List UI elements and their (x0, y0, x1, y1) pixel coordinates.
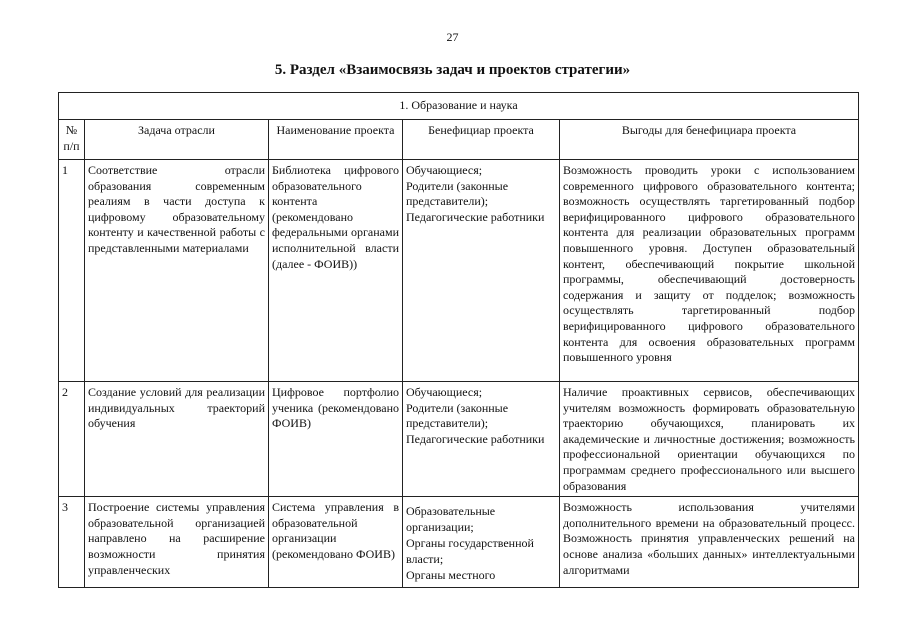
row-project: Система управления в образовательной организации (рекомендовано ФОИВ) (269, 497, 403, 588)
row-num: 3 (59, 497, 85, 588)
beneficiary: Обучающиеся; (406, 385, 483, 399)
table-row (59, 160, 859, 382)
row-num: 1 (59, 160, 85, 382)
beneficiary: Образовательные организации; (406, 504, 496, 535)
header-num: № п/п (59, 120, 85, 160)
header-project: Наименование проекта (269, 120, 403, 160)
beneficiary: Органы государственной власти; (406, 536, 534, 567)
beneficiary: Педагогические работники (406, 431, 545, 446)
row-beneficiaries (403, 382, 560, 497)
section-title: 5. Раздел «Взаимосвязь задач и проектов стратегии» (274, 62, 631, 78)
strategy-table (58, 92, 859, 588)
row-task: Построение системы управления образовательной организацией направлено на расширение возможности принятия управленческих (85, 497, 269, 588)
header-row (59, 120, 859, 160)
table-row (59, 497, 859, 588)
row-num: 2 (59, 382, 85, 497)
row-benefits: Наличие проактивных сервисов, обеспечивающих учителям возможность формировать образовательную траекторию обучающихся, планировать их академические и личностные достижения; возможность профессиональной ориентации обучающихся по программам среднего профессионального или высшего образования (560, 382, 859, 497)
row-task: Создание условий для реализации индивидуальных траекторий обучения (85, 382, 269, 497)
row-task: Соответствие отрасли образования современным реалиям в части доступа к цифровому образовательному контенту и качественной работы с представленными материалами (85, 160, 269, 382)
header-beneficiary: Бенефициар проекта (403, 120, 560, 160)
beneficiary: Обучающиеся; (406, 163, 483, 177)
row-project: Библиотека цифрового образовательного контента (рекомендовано федеральными органами исполнительной власти (далее - ФОИВ)) (269, 160, 403, 382)
section-row (59, 93, 859, 120)
row-beneficiaries (403, 497, 560, 588)
beneficiary: Педагогические работники (406, 209, 545, 224)
row-beneficiaries (403, 160, 560, 382)
row-benefits: Возможность использования учителями дополнительного времени на образовательный процесс. Возможность принятия управленческих решений на основе анализа «больших данных» интеллектуальными алгоритмами (560, 497, 859, 588)
table-row (59, 382, 859, 497)
beneficiary: Органы местного (406, 568, 496, 583)
row-project: Цифровое портфолио ученика (рекомендовано ФОИВ) (269, 382, 403, 497)
header-task: Задача отрасли (85, 120, 269, 160)
beneficiary: Родители (законные представители); (406, 400, 509, 431)
row-benefits: Возможность проводить уроки с использованием современного цифрового образовательного контента; возможность осуществлять таргетированный подбор верифицированного цифрового образовательного контента для реализации образовательных программ повышенного уровня. Доступен образовательный контент, обеспечивающий покрытие школьной программы, обеспечивающий достоверность содержания и защиту от подделок; возможность осуществлять таргетированный подбор верифицированного цифрового образовательного контента для освоения образовательных программ повышенного уровня (560, 160, 859, 382)
header-benefits: Выгоды для бенефициара проекта (560, 120, 859, 160)
beneficiary: Родители (законные представители); (406, 178, 509, 209)
page-number: 27 (446, 30, 459, 44)
section-heading: 1. Образование и наука (59, 93, 859, 120)
